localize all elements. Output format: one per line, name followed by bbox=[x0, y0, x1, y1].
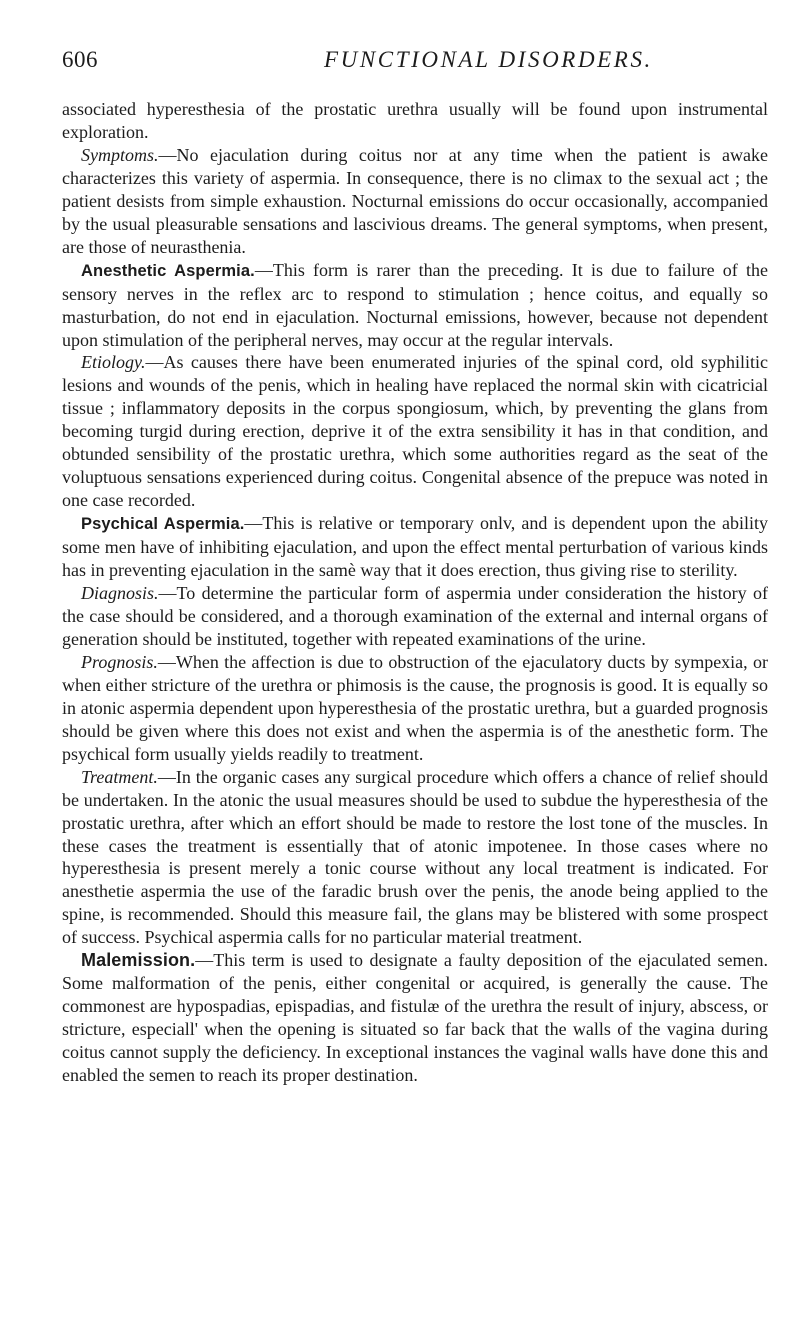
paragraph-text: associated hyperesthesia of the prostatic urethra usually will be found upon instrumental exploration. bbox=[62, 99, 768, 142]
paragraph-etiology bbox=[62, 351, 768, 512]
page-number: 606 bbox=[62, 47, 98, 72]
paragraph-malemission bbox=[62, 949, 768, 1087]
section-heading-treatment: Treatment. bbox=[81, 766, 158, 787]
paragraph-text: —This is relative or temporary onlv, and is dependent upon the ability some men have of inhibiting ejaculation, and upon the effect mental perturbation of various kinds has in preventing ejaculation in the samè way that it does erection, thus giving rise to sterility. bbox=[62, 513, 768, 581]
paragraph-anesthetic-aspermia bbox=[62, 259, 768, 352]
section-heading-malemission: Malemission. bbox=[81, 950, 196, 971]
section-heading-prognosis: Prognosis. bbox=[81, 651, 158, 672]
paragraph-text: —When the affection is due to obstruction of the ejaculatory ducts by sympexia, or when either stricture of the urethra or phimosis is the cause, the prognosis is good. It is equally so in atonic aspermia dependent upon hyperesthesia of the prostatic urethra, but a guarded prognosis should be given where this does not exist and when the aspermia is of the anesthetic form. The psychical form usually yields readily to treatment. bbox=[62, 651, 768, 764]
paragraph-continuation bbox=[62, 98, 768, 144]
paragraph-psychical-aspermia bbox=[62, 512, 768, 582]
section-heading-anesthetic-aspermia: Anesthetic Aspermia. bbox=[81, 261, 255, 280]
paragraph-text: —To determine the particular form of aspermia under consideration the history of the case should be considered, and a thorough examination of the external and internal organs of generation should be instituted, together with repeated examinations of the urine. bbox=[62, 583, 768, 649]
section-heading-psychical-aspermia: Psychical Aspermia. bbox=[81, 515, 245, 534]
paragraph-text: —This form is rarer than the preceding. It is due to failure of the sensory nerves in the reflex arc to respond to stimulation ; hence coitus, and equally so masturbation, do not end in ejaculation. Nocturnal emissions, however, because not dependent upon stimulation of the peripheral nerves, may occur at the regular intervals. bbox=[62, 259, 768, 350]
body-text bbox=[62, 98, 768, 1087]
page-header bbox=[62, 47, 768, 83]
running-title: FUNCTIONAL DISORDERS. bbox=[324, 47, 653, 72]
section-heading-etiology: Etiology. bbox=[81, 352, 146, 373]
paragraph-text: —In the organic cases any surgical procedure which offers a chance of relief should be undertaken. In the atonic the usual measures should be used to subdue the hyperesthesia of the prostatic urethra, after which an effort should be made to restore the lost tone of the muscles. In these cases the treatment is essentially that of atonic impotenee. In those cases where no hyperesthesia is present merely a tonic course without any local treatment is indicated. For anesthetie aspermia the use of the faradic brush over the penis, the anode being applied to the spine, is recommended. Should this measure fail, the glans may be blistered with some prospect of success. Psychical aspermia calls for no particular material treatment. bbox=[62, 766, 768, 948]
paragraph-prognosis bbox=[62, 651, 768, 766]
paragraph-text: —No ejaculation during coitus nor at any time when the patient is awake characterizes this variety of aspermia. In consequence, there is no climax to the sexual act ; the patient desists from simple exhaustion. Nocturnal emissions do occur occasionally, accompanied by the usual pleasurable sensations and lascivious dreams. The general symptoms, when present, are those of neurasthenia. bbox=[62, 144, 768, 257]
section-heading-symptoms: Symptoms. bbox=[81, 144, 159, 165]
paragraph-text: —As causes there have been enumerated injuries of the spinal cord, old syphilitic lesions and wounds of the penis, which in healing have replaced the normal skin with cicatricial tissue ; inflammatory deposits in the corpus spongiosum, which, by preventing the glans from becoming turgid during erection, deprive it of the extra sensibility it has in that condition, and obtunded sensibility of the prostatic urethra, which some authorities regard as the seat of the voluptuous sensations experienced during coitus. Congenital absence of the prepuce was noted in one case recorded. bbox=[62, 352, 768, 511]
paragraph-text: —This term is used to designate a faulty deposition of the ejaculated semen. Some malformation of the penis, either congenital or acquired, is generally the cause. The commonest are hypospadias, epispadias, and fistulæ of the urethra the result of injury, abscess, or stricture, especiall' when the opening is situated so far back that the walls of the vagina during coitus cannot supply the deficiency. In exceptional instances the vaginal walls have done this and enabled the semen to reach its proper destination. bbox=[62, 950, 768, 1086]
paragraph-treatment bbox=[62, 766, 768, 950]
paragraph-diagnosis bbox=[62, 582, 768, 651]
section-heading-diagnosis: Diagnosis. bbox=[81, 583, 159, 604]
paragraph-symptoms bbox=[62, 144, 768, 259]
